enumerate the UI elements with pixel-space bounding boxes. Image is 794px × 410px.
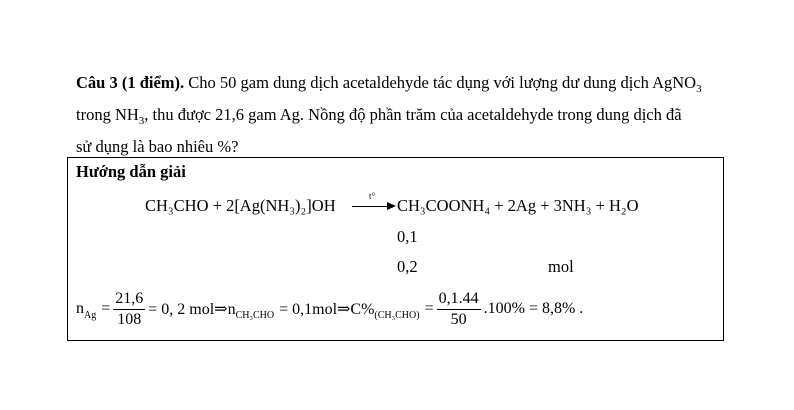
temperature-label: t° xyxy=(369,191,376,201)
solution-title: Hướng dẫn giải xyxy=(76,162,186,181)
n-ag-result: = 0, 2 mol⇒n xyxy=(148,301,236,318)
solution-box xyxy=(67,157,724,341)
fraction-mass-over-molar xyxy=(113,289,145,330)
question-line3: sử dụng là bao nhiêu %? xyxy=(76,137,239,156)
mol-unit: mol xyxy=(548,257,574,276)
fraction-denominator: 108 xyxy=(117,310,142,328)
question-label: Câu 3 (1 điểm). xyxy=(76,73,185,92)
n-ag-subscript: Ag xyxy=(84,309,97,321)
calculation xyxy=(76,286,583,332)
question-line2a: trong NH xyxy=(76,105,139,124)
n-ch3cho-subscript: CH₃CHO xyxy=(235,309,275,321)
fraction-denominator: 50 xyxy=(450,310,467,328)
mol-row2-value: 0,2 xyxy=(397,257,418,276)
reactants: CH₃CHO + 2[Ag(NH₃)₂]OH xyxy=(145,196,336,215)
fraction-numerator: 0,1.44 xyxy=(438,289,479,307)
fraction-mass-over-solution xyxy=(437,289,481,330)
mol-row1-value: 0,1 xyxy=(397,227,418,246)
question-text xyxy=(76,68,736,162)
question-line1: Cho 50 gam dung dịch acetaldehyde tác dụng với lượng dư dung dịch AgNO xyxy=(184,73,697,92)
question-line2b: , thu được 21,6 gam Ag. Nồng độ phần trăm của acetaldehyde trong dung dịch đã xyxy=(144,105,682,124)
subscript: 3 xyxy=(138,115,145,127)
n-symbol: n xyxy=(76,300,84,317)
c-percent-subscript: (CH₃CHO) xyxy=(374,309,420,321)
fraction-numerator: 21,6 xyxy=(115,289,144,307)
subscript: 3 xyxy=(696,83,702,95)
n-ch3cho-result: = 0,1mol⇒C% xyxy=(279,301,375,318)
final-result: .100% = 8,8% . xyxy=(483,300,584,317)
equals: = xyxy=(424,300,434,317)
reaction-arrow-head xyxy=(387,202,396,210)
products: CH₃COONH₄ + 2Ag + 3NH₃ + H₂O xyxy=(397,196,639,215)
equals: = xyxy=(101,300,111,317)
